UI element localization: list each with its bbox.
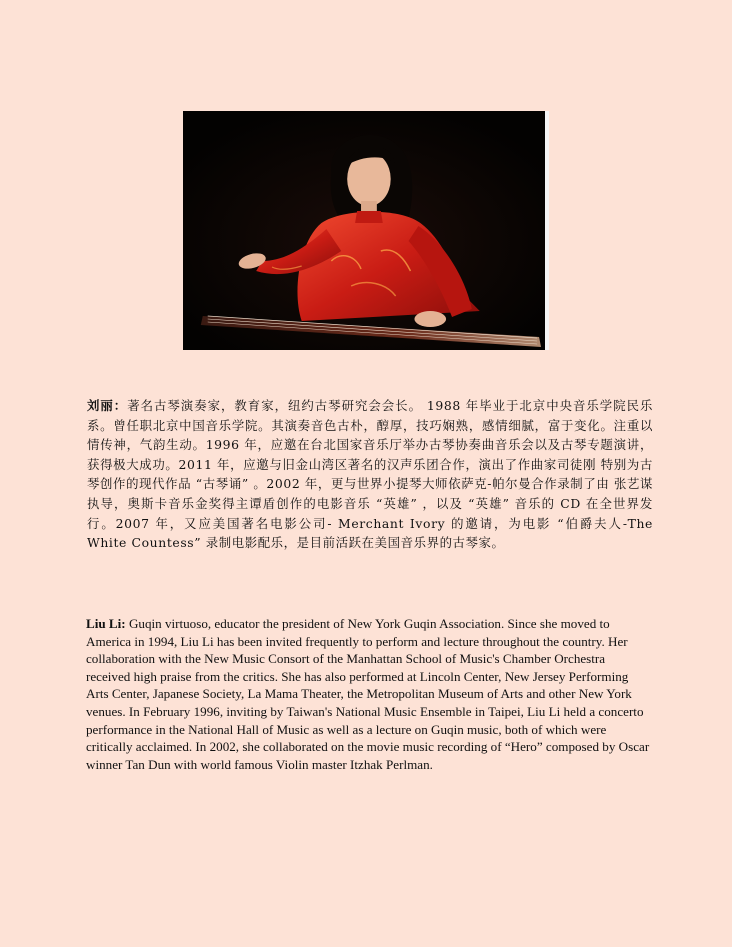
performer-photo (183, 111, 549, 350)
chinese-bio-text: 著名古琴演奏家，教育家，纽约古琴研究会会长。 1988 年毕业于北京中央音乐学院民乐系。曾任职北京中国音乐学院。其演奏音色古朴，醇厚，技巧娴熟，感情细腻，富于变化。注重以情传神，气韵生动。1996 年，应邀在台北国家音乐厅举办古琴协奏曲音乐会以及古琴专题演讲，获得极大成功。2011 年，应邀与旧金山湾区著名的汉声乐团合作，演出了作曲家司徒刚 特别为古琴创作的现代作品 “古琴诵” 。2002 年，更与世界小提琴大师依萨克-帕尔曼合作录制了由 张艺谋执导，奥斯卡音乐金奖得主谭盾创作的电影音乐 “英雄” ，以及 “英雄” 音乐的 CD 在全世界发行。2007 年，又应美国著名电影公司- Merchant Ivory 的邀请，为电影 “伯爵夫人-The White Countess” 录制电影配乐，是目前活跃在美国音乐界的古琴家。 (87, 398, 653, 551)
english-bio-name: Liu Li: (86, 616, 126, 631)
chinese-bio-name: 刘丽： (87, 398, 128, 413)
chinese-biography (87, 396, 653, 553)
english-biography (86, 615, 651, 773)
guqin-performer-illustration (183, 111, 545, 350)
english-bio-text: Guqin virtuoso, educator the president of New York Guqin Association. Since she moved to America in 1994, Liu Li has been invited frequently to perform and lecture throughout the country. Her collaboration with the New Music Consort of the Manhattan School of Music's Chamber Orchestra received high praise from the critics. She has also performed at Lincoln Center, New Jersey Performing Arts Center, Japanese Society, La Mama Theater, the Metropolitan Museum of Arts and other New York venues. In February 1996, inviting by Taiwan's National Music Ensemble in Taipei, Liu Li held a concerto performance in the National Hall of Music as well as a lecture on Guqin music, both of which were critically acclaimed. In 2002, she collaborated on the movie music recording of “Hero” composed by Oscar winner Tan Dun with world famous Violin master Itzhak Perlman. (86, 616, 650, 772)
right-hand-shape (414, 311, 446, 327)
